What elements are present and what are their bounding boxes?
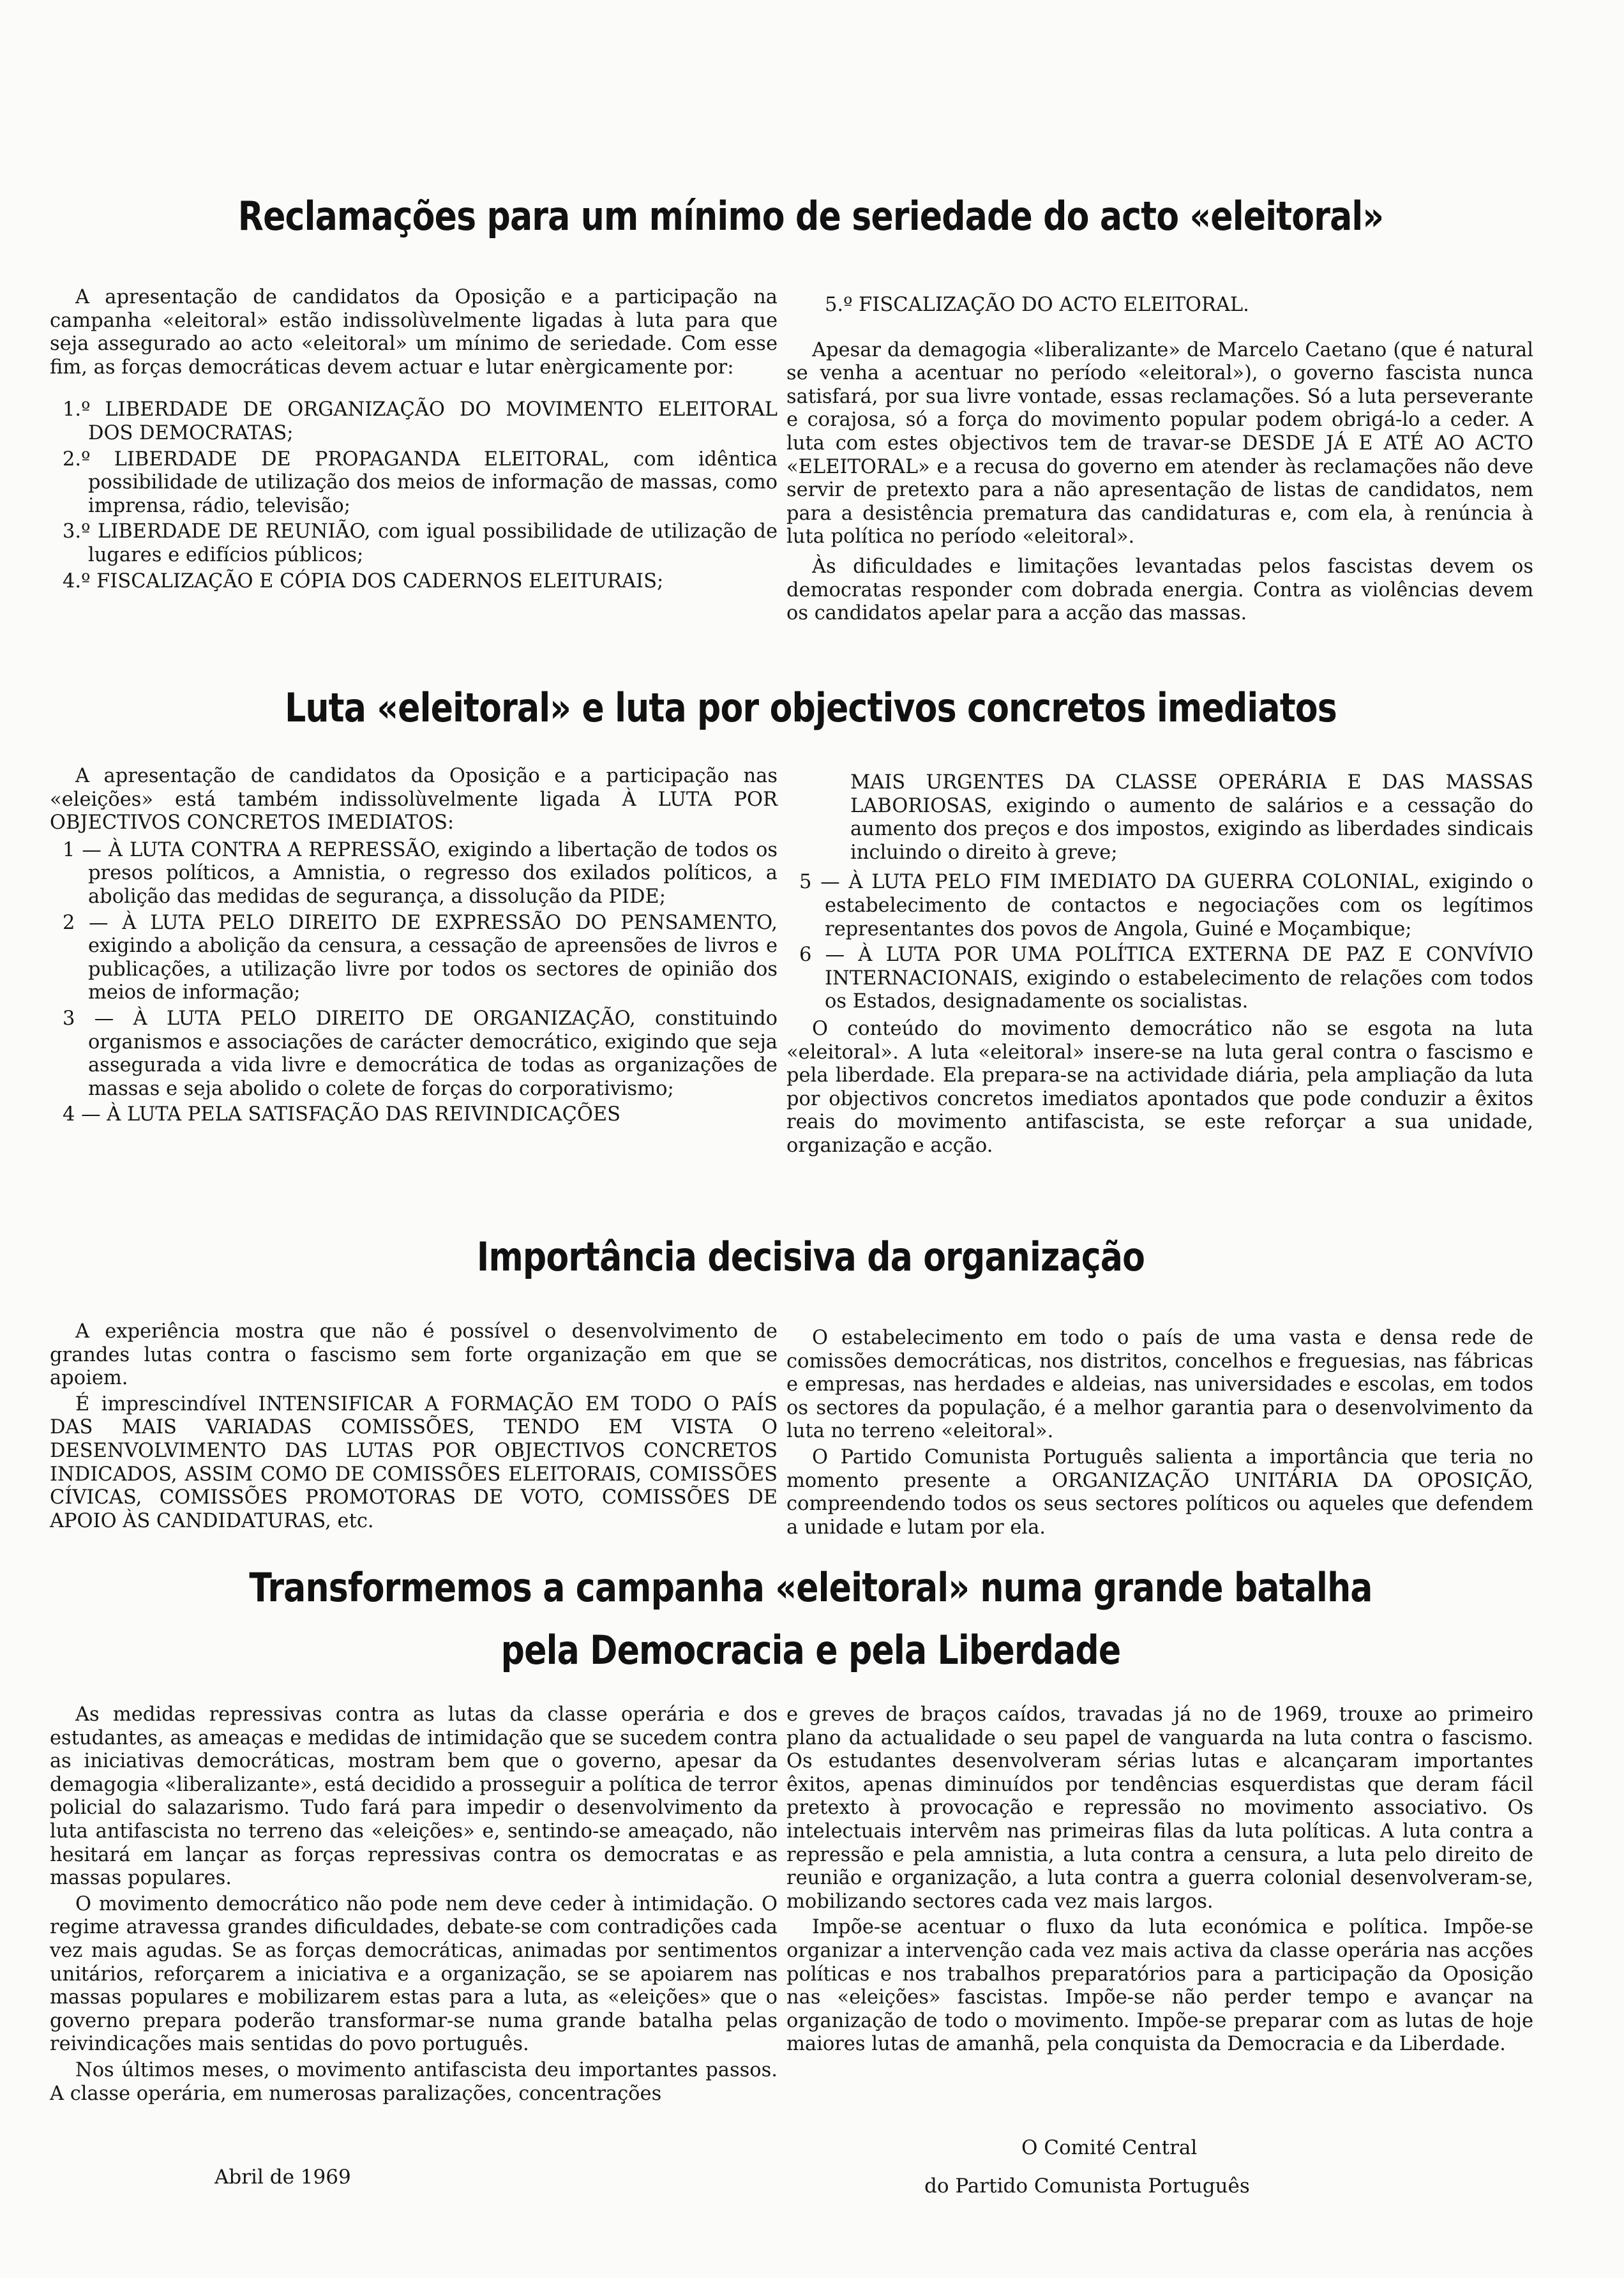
section2-item-4: 4 — À LUTA PELA SATISFAÇÃO DAS REIVINDICAÇÕES xyxy=(63,1103,621,1126)
section2-item-2: 2 — À LUTA PELO DIREITO DE EXPRESSÃO DO PENSAMENTO, exigindo a abolição da censura, a cessação de apreensões de livros e publicações, a utilização livre por todos os sectores de opinião dos meios de informação; xyxy=(63,911,778,1004)
document-date: Abril de 1969 xyxy=(214,2166,351,2189)
section3-left-paragraph-2: É imprescindível INTENSIFICAR A FORMAÇÃO EM TODO O PAÍS DAS MAIS VARIADAS COMISSÕES, TENDO EM VISTA O DESENVOLVIMENTO DAS LUTAS POR OBJECTIVOS CONCRETOS INDICADOS, ASSIM COMO DE COMISSÕES ELEITORAIS, COMISSÕES CÍVICAS, COMISSÕES PROMOTORAS DE VOTO, COMISSÕES DE APOIO ÀS CANDIDATURAS, etc. xyxy=(50,1392,778,1532)
section1-item-1: 1.º LIBERDADE DE ORGANIZAÇÃO DO MOVIMENTO ELEITORAL DOS DEMOCRATAS; xyxy=(63,398,778,444)
section1-item-5: 5.º FISCALIZAÇÃO DO ACTO ELEITORAL. xyxy=(825,294,1249,316)
section2-item-1: 1 — À LUTA CONTRA A REPRESSÃO, exigindo a libertação de todos os presos políticos, a Amnistia, o regresso dos exilados políticos, a abolição das medidas de segurança, a dissolução da PIDE; xyxy=(63,838,778,908)
section4-title-line-2: pela Democracia e pela Liberdade xyxy=(500,1627,1121,1673)
section4-right-column xyxy=(786,1703,1533,2056)
section1-right-column xyxy=(786,294,1533,626)
section4-left-paragraph-2: O movimento democrático não pode nem deve ceder à intimidação. O regime atravessa grandes dificuldades, debate-se com contradições cada vez mais agudas. Se as forças democráticas, animadas por sentimentos unitários, reforçarem a iniciativa e a organização, se se apoiarem nas massas populares e mobilizarem estas para a luta, as «eleições» que o governo prepara poderão transformar-se numa grande batalha pelas reivindicações mais sentidas do povo português. xyxy=(50,1892,778,2056)
section3-left-paragraph-1: A experiência mostra que não é possível o desenvolvimento de grandes lutas contra o fascismo sem forte organização em que se apoiem. xyxy=(50,1320,778,1390)
section4-left-column xyxy=(50,1703,778,2106)
section4-right-paragraph-2: Impõe-se acentuar o fluxo da luta económica e política. Impõe-se organizar a intervenção cada vez mais activa da classe operária nas acções políticas e nos trabalhos preparatórios para a participação da Oposição nas «eleições» fascistas. Impõe-se não perder tempo e avançar na organização de todo o movimento. Impõe-se preparar com as lutas de hoje maiores lutas de amanhã, pela conquista da Democracia e da Liberdade. xyxy=(786,1916,1533,2056)
section2-right-paragraph: O conteúdo do movimento democrático não se esgota na luta «eleitoral». A luta «eleitoral» insere-se na luta geral contra o fascismo e pela liberdade. Ela prepara-se na actividade diária, pela ampliação da luta por objectivos concretos imediatos apontados que pode conduzir a êxitos reais do movimento antifascista, se este reforçar a sua unidade, organização e acção. xyxy=(786,1017,1533,1157)
section3-right-column xyxy=(786,1327,1533,1539)
section1-right-paragraph-1: Apesar da demagogia «liberalizante» de Marcelo Caetano (que é natural se venha a acentuar no período «eleitoral»), o governo fascista nunca satisfará, por sua livre vontade, essas reclamações. Só a luta perseverante e corajosa, só a força do movimento popular podem obrigá-lo a ceder. A luta com estes objectivos tem de travar-se DESDE JÁ E ATÉ AO ACTO «ELEITORAL» e a recusa do governo em atender às reclamações não deve servir de pretexto para a não apresentação de listas de candidatos, nem para a desistência prematura das candidaturas e, com ela, à renúncia à luta política no período «eleitoral». xyxy=(786,338,1533,548)
section1-item-3: 3.º LIBERDADE DE REUNIÃO, com igual possibilidade de utilização de lugares e edifícios públicos; xyxy=(63,520,778,566)
signature-line-1: O Comité Central xyxy=(1021,2136,1198,2159)
signature-line-2: do Partido Comunista Português xyxy=(924,2175,1250,2198)
section1-title: Reclamações para um mínimo de seriedade do acto «eleitoral» xyxy=(237,193,1384,239)
section1-demands-list xyxy=(50,398,778,593)
section1-intro: A apresentação de candidatos da Oposição e a participação na campanha «eleitoral» estão indissolùvelmente ligadas à luta para que seja assegurado ao acto «eleitoral» um mínimo de seriedade. Com esse fim, as forças democráticas devem actuar e lutar enèrgicamente por: xyxy=(50,286,778,379)
section3-title: Importância decisiva da organização xyxy=(476,1233,1145,1280)
section4-title-line-1: Transformemos a campanha «eleitoral» numa grande batalha xyxy=(249,1564,1372,1611)
section2-item-5: 5 — À LUTA PELO FIM IMEDIATO DA GUERRA COLONIAL, exigindo o estabelecimento de contactos e negociações com os legítimos representantes dos povos de Angola, Guiné e Moçambique; xyxy=(799,871,1533,940)
section2-title: Luta «eleitoral» e luta por objectivos concretos imediatos xyxy=(285,684,1337,731)
section1-item-2: 2.º LIBERDADE DE PROPAGANDA ELEITORAL, com idêntica possibilidade de utilização dos meios de informação de massas, como imprensa, rádio, televisão; xyxy=(63,448,778,517)
section2-item-3: 3 — À LUTA PELO DIREITO DE ORGANIZAÇÃO, constituindo organismos e associações de carácter democrático, exigindo que seja assegurada a vida livre e democrática de todas as organizações de massas e seja abolido o colete de forças do corporativismo; xyxy=(63,1007,778,1100)
section2-objectives-list-left xyxy=(50,839,778,1127)
section1-right-paragraph-2: Às dificuldades e limitações levantadas pelos fascistas devem os democratas responder com dobrada energia. Contra as violências devem os candidatos apelar para a acção das massas. xyxy=(786,555,1533,625)
section2-right-column xyxy=(786,771,1533,1158)
section4-right-paragraph-1: e greves de braços caídos, travadas já no de 1969, trouxe ao primeiro plano da actualidade o seu papel de vanguarda na luta contra o fascismo. Os estudantes desenvolveram sérias lutas e alcançaram importantes êxitos, apenas diminuídos por tendências esquerdistas que deram fácil pretexto à provocação e repressão no movimento associativo. Os intelectuais intervêm nas primeiras filas da luta políticas. A luta contra a repressão e pela amnistia, a luta contra a censura, a luta pelo direito de reunião e organização, a luta contra a guerra colonial desenvolveram-se, mobilizando sectores cada vez mais largos. xyxy=(786,1703,1533,1913)
section2-objectives-list-right xyxy=(786,871,1533,1014)
section1-left-column xyxy=(50,286,778,593)
section2-intro: A apresentação de candidatos da Oposição e a participação nas «eleições» está também indissolùvelmente ligada À LUTA POR OBJECTIVOS CONCRETOS IMEDIATOS: xyxy=(50,765,778,834)
section4-left-paragraph-1: As medidas repressivas contra as lutas da classe operária e dos estudantes, as ameaças e medidas de intimidação que se sucedem contra as iniciativas democráticas, mostram bem que o governo, apesar da demagogia «liberalizante», está decidido a prosseguir a política de terror policial do salazarismo. Tudo fará para impedir o desenvolvimento da luta antifascista no terreno das «eleições» e, sentindo-se ameaçado, não hesitará em lançar as forças repressivas contra os democratas e as massas populares. xyxy=(50,1703,778,1890)
section2-left-column xyxy=(50,765,778,1127)
section3-left-column xyxy=(50,1320,778,1533)
section3-right-paragraph-1: O estabelecimento em todo o país de uma vasta e densa rede de comissões democráticas, nos distritos, concelhos e freguesias, nas fábricas e empresas, nas herdades e aldeias, nas universidades e escolas, em todos os sectores da população, é a melhor garantia para o desenvolvimento da luta no terreno «eleitoral». xyxy=(786,1327,1533,1443)
section4-left-paragraph-3: Nos últimos meses, o movimento antifascista deu importantes passos. A classe operária, em numerosas paralizações, concentrações xyxy=(50,2058,778,2105)
section2-item-4-continuation: MAIS URGENTES DA CLASSE OPERÁRIA E DAS MASSAS LABORIOSAS, exigindo o aumento de salários e a cessação do aumento dos preços e dos impostos, exigindo as liberdades sindicais incluindo o direito à greve; xyxy=(850,771,1533,864)
section2-item-6: 6 — À LUTA POR UMA POLÍTICA EXTERNA DE PAZ E CONVÍVIO INTERNACIONAIS, exigindo o estabelecimento de relações com todos os Estados, designadamente os socialistas. xyxy=(799,944,1533,1013)
section3-right-paragraph-2: O Partido Comunista Português salienta a importância que teria no momento presente a ORGANIZAÇÃO UNITÁRIA DA OPOSIÇÃO, compreendendo todos os seus sectores políticos ou aqueles que defendem a unidade e lutam por ela. xyxy=(786,1445,1533,1539)
section1-item-4: 4.º FISCALIZAÇÃO E CÓPIA DOS CADERNOS ELEITURAIS; xyxy=(63,570,664,592)
